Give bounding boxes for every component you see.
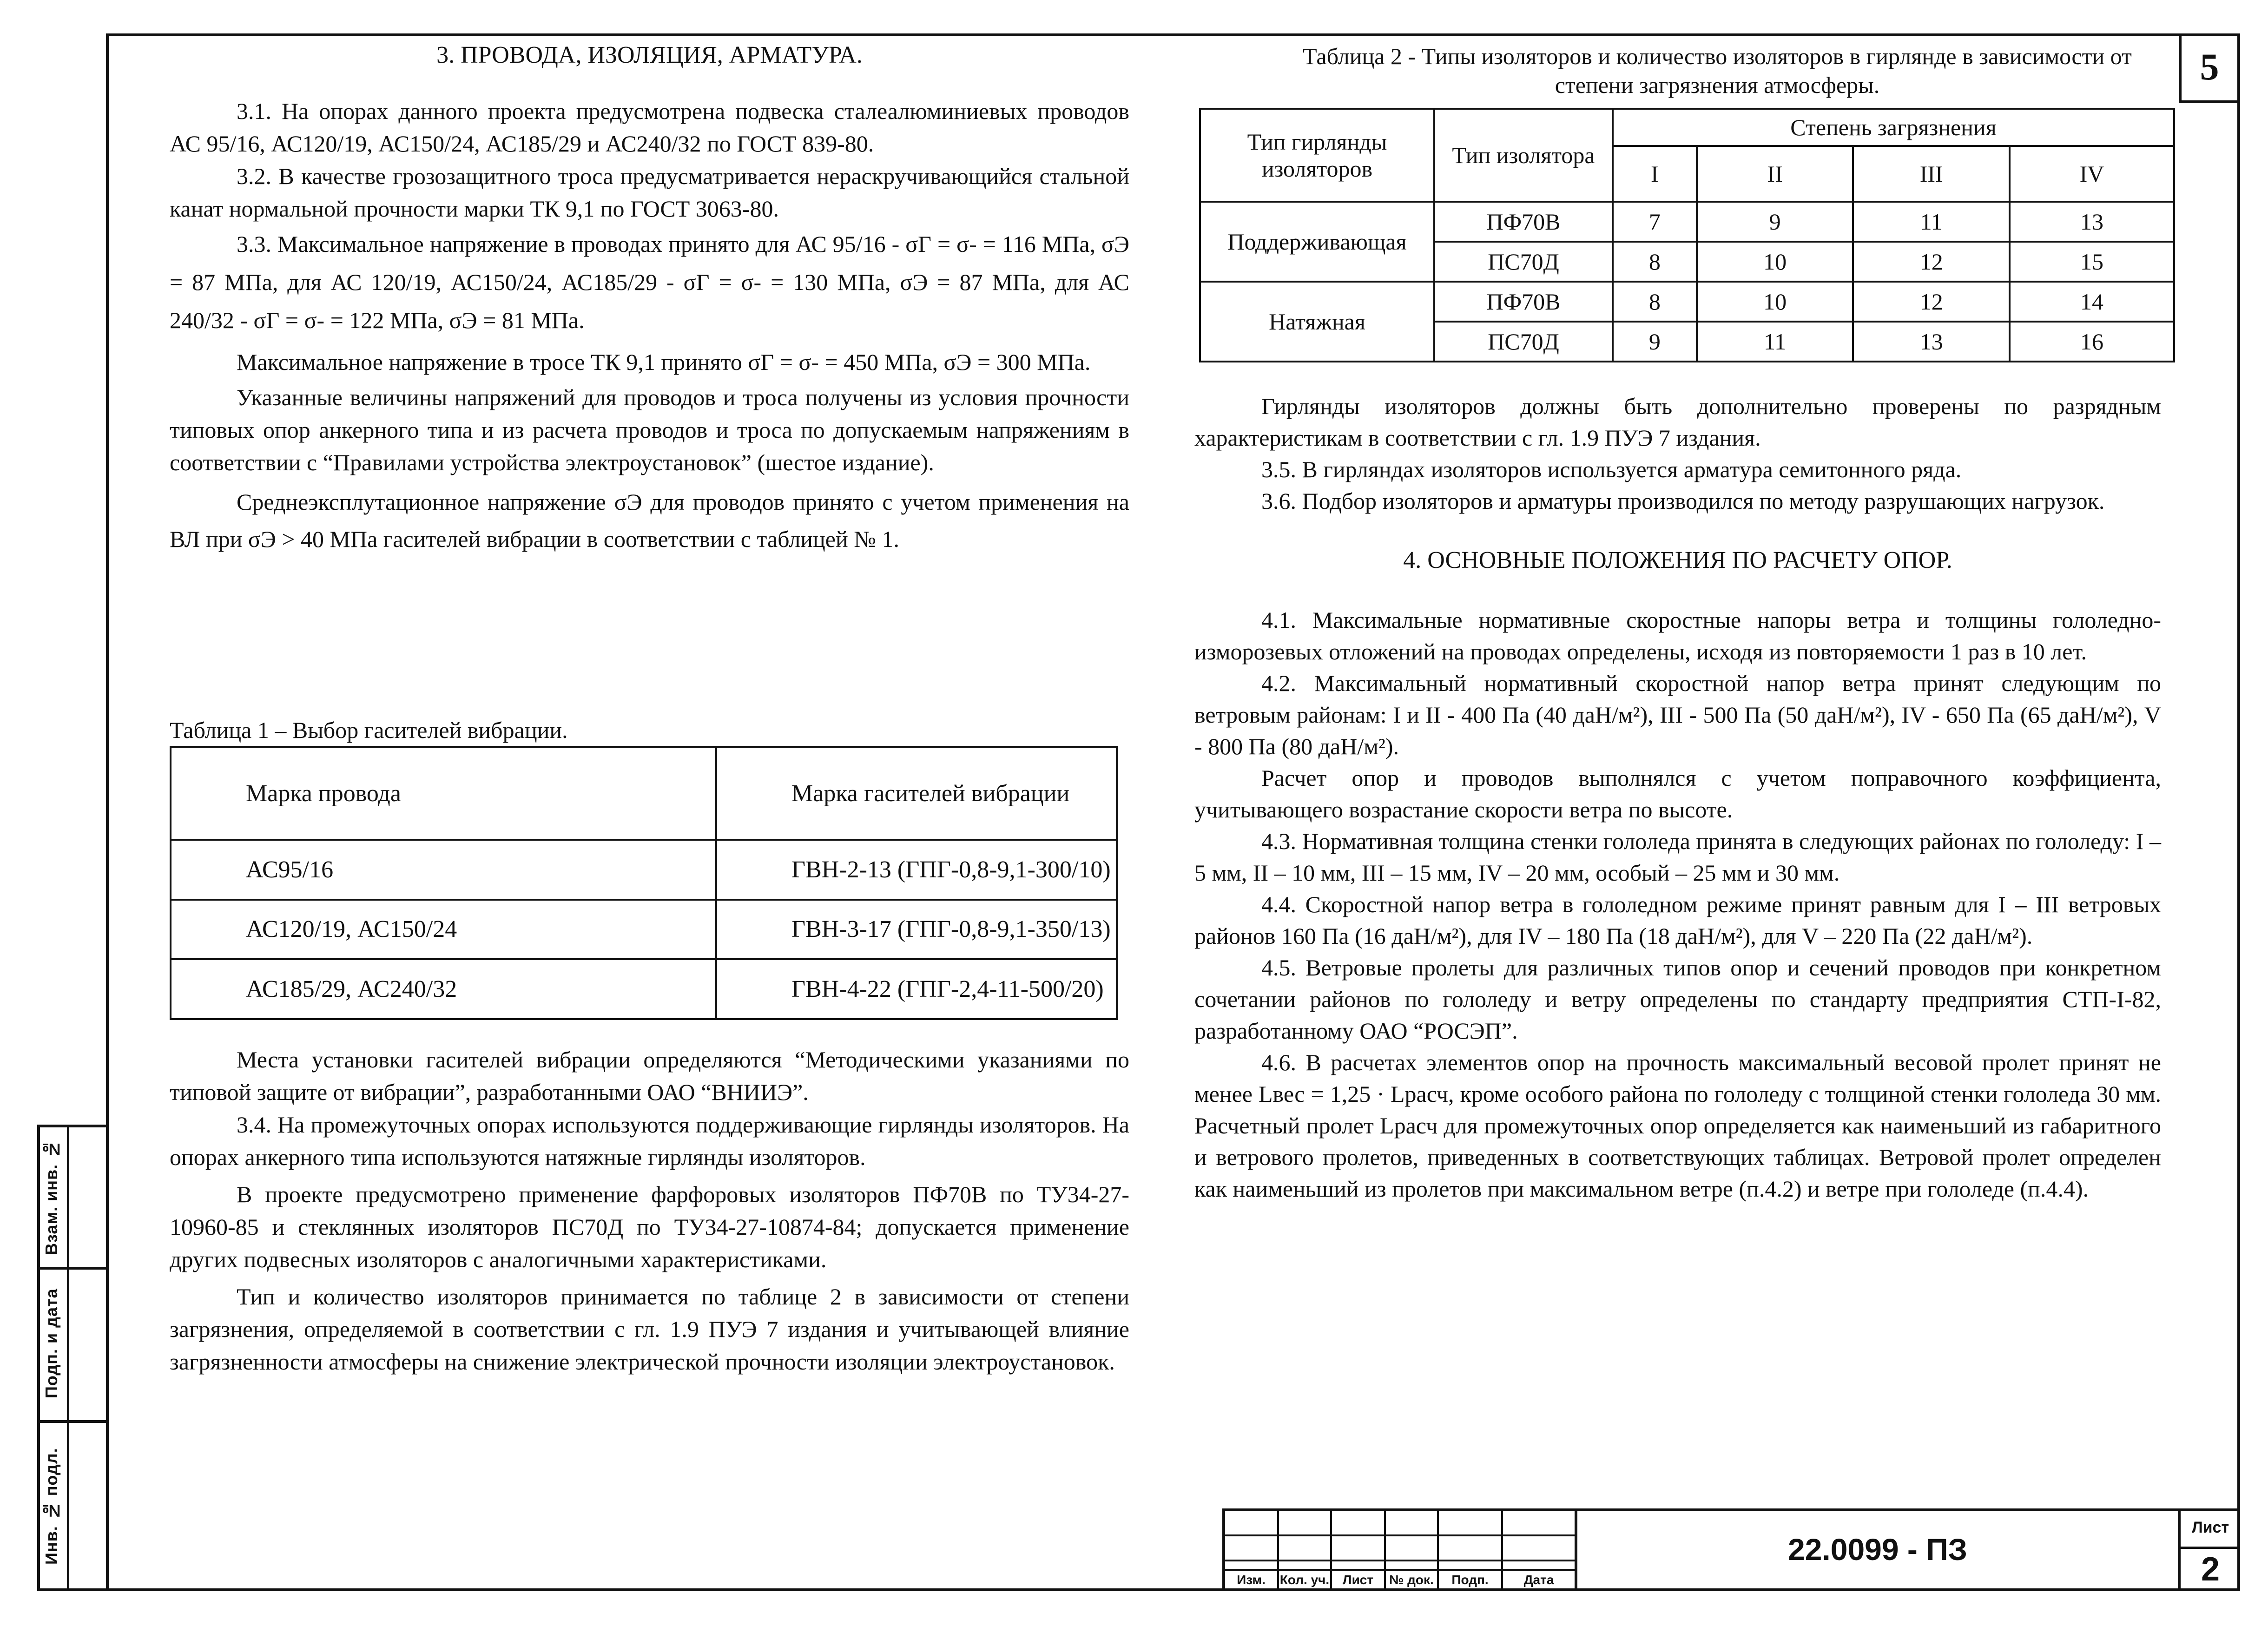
table-1 xyxy=(170,746,1118,1020)
table2-header-insulator: Тип изолятора xyxy=(1434,109,1613,202)
table2-value-cell: 13 xyxy=(2010,202,2174,242)
table2-garland-cell: Поддерживающая xyxy=(1200,202,1434,282)
section-4-heading: 4. ОСНОВНЫЕ ПОЛОЖЕНИЯ ПО РАСЧЕТУ ОПОР. xyxy=(1403,547,1952,573)
tb-col-doc: № док. xyxy=(1389,1573,1434,1587)
table1-cell: ГВН-3-17 (ГПГ-0,8-9,1-350/13) xyxy=(716,900,1117,960)
table1-cell: АС120/19, АС150/24 xyxy=(171,900,716,960)
table2-header-garland: Тип гирлянды изоляторов xyxy=(1200,109,1434,202)
paragraph-4-6: 4.6. В расчетах элементов опор на прочность максимальный весовой пролет принят не менее Lвес = 1,25 · Lрасч, кроме особого района по гололеду с толщиной стенки гололеда 30 мм. Расчетный пролет Lрасч для промежуточных опор определяется как наименьший из габаритного и ветрового пролетов, приведенных в соответствующих таблицах. Ветровой пролет определен как наименьший из пролетов при максимальном ветре (п.4.2) и ветре при гололеде (п.4.4). xyxy=(1194,1049,2161,1202)
stamp-vzam-inv: Взам. инв. № xyxy=(42,1139,61,1255)
paragraph-4-4: 4.4. Скоростной напор ветра в гололедном режиме принят равным для I – III ветровых районов 160 Па (16 даН/м²), для IV – 180 Па (18 даН/м²), для V – 220 Па (22 даН/м²). xyxy=(1194,891,2161,949)
table2-value-cell: 10 xyxy=(1697,242,1853,282)
table2-value-cell: 8 xyxy=(1613,282,1697,322)
left-column-lower xyxy=(170,1043,1129,1378)
table2-value-cell: 8 xyxy=(1613,242,1697,282)
table2-garland-cell: Натяжная xyxy=(1200,282,1434,362)
paragraph-girlyandy: Гирлянды изоляторов должны быть дополнительно проверены по разрядным характеристикам в соответствии с гл. 1.9 ПУЭ 7 издания. xyxy=(1194,393,2161,451)
paragraph-4-3: 4.3. Нормативная толщина стенки гололеда принята в следующих районах по гололеду: I – 5 мм, II – 10 мм, III – 15 мм, IV – 20 мм, особый – 25 мм и 30 мм. xyxy=(1194,828,2161,886)
table2-value-cell: 7 xyxy=(1613,202,1697,242)
table2-value-cell: 12 xyxy=(1853,282,2010,322)
stamp-podp-data: Подп. и дата xyxy=(42,1288,61,1399)
table2-caption: Таблица 2 - Типы изоляторов и количество изоляторов в гирлянде в зависимости от степени загрязнения атмосферы. xyxy=(1303,43,2132,98)
stamp-inv-podl: Инв. № подл. xyxy=(42,1448,61,1565)
table2-value-cell: 9 xyxy=(1613,322,1697,362)
paragraph-tros: Максимальное напряжение в тросе ТК 9,1 принято σГ = σ- = 450 МПа, σЭ = 300 МПа. xyxy=(237,349,1091,375)
paragraph-3-3: 3.3. Максимальное напряжение в проводах принято для АС 95/16 - σГ = σ- = 116 МПа, σЭ = 87 МПа, для АС 120/19, АС150/24, АС185/29 - σГ = σ- = 130 МПа, σЭ = 87 МПа, для АС 240/32 - σГ = σ- = 122 МПа, σЭ = 81 МПа. xyxy=(170,231,1129,333)
paragraph-3-6: 3.6. Подбор изоляторов и арматуры производился по методу разрушающих нагрузок. xyxy=(1261,488,2105,514)
right-column xyxy=(1194,390,2161,1205)
tb-col-kol: Кол. уч. xyxy=(1279,1573,1330,1587)
section-3-heading: 3. ПРОВОДА, ИЗОЛЯЦИЯ, АРМАТУРА. xyxy=(436,42,863,68)
tb-col-list: Лист xyxy=(1342,1573,1374,1587)
paragraph-4-5: 4.5. Ветровые пролеты для различных типов опор и сечений проводов при конкретном сочетании районов по гололеду и ветру определены по стандарту предприятия СТП-I-82, разработанному ОАО “РОСЭП”. xyxy=(1194,955,2161,1044)
paragraph-ukazannye: Указанные величины напряжений для проводов и троса получены из условия прочности типовых опор анкерного типа и из расчета проводов и троса по допускаемым напряжениям в соответствии с “Правилами устройства электроустановок” (шестое издание). xyxy=(170,384,1129,475)
title-block xyxy=(1222,1508,2240,1591)
table1-cell: ГВН-4-22 (ГПГ-2,4-11-500/20) xyxy=(716,959,1117,1019)
table1-cell: АС95/16 xyxy=(171,840,716,900)
paragraph-3-4: 3.4. На промежуточных опорах используются поддерживающие гирлянды изоляторов. На опорах анкерного типа используются натяжные гирлянды изоляторов. xyxy=(170,1112,1129,1170)
table1-caption: Таблица 1 – Выбор гасителей вибрации. xyxy=(170,717,568,743)
sheet-corner-number: 5 xyxy=(2179,33,2240,103)
table2-type-cell: ПС70Д xyxy=(1434,322,1613,362)
paragraph-4-2: 4.2. Максимальный нормативный скоростной напор ветра принят следующим по ветровым районам: I и II - 400 Па (40 даН/м²), III - 500 Па (50 даН/м²), IV - 650 Па (65 даН/м²), V - 800 Па (80 даН/м²). xyxy=(1194,670,2161,759)
table2-degree-cell: II xyxy=(1697,146,1853,202)
table-2 xyxy=(1199,108,2175,362)
table2-value-cell: 14 xyxy=(2010,282,2174,322)
table1-cell: АС185/29, АС240/32 xyxy=(171,959,716,1019)
sheet-label: Лист xyxy=(2191,1519,2229,1536)
paragraph-tip: Тип и количество изоляторов принимается по таблице 2 в зависимости от степени загрязнения, определяемой в соответствии с гл. 1.9 ПУЭ 7 издания и учитывающей влияние загрязненности атмосферы на снижение электрической прочности изоляции электроустановок. xyxy=(170,1284,1129,1375)
table2-degree-cell: IV xyxy=(2010,146,2174,202)
table2-header-degree: Степень загрязнения xyxy=(1613,109,2174,146)
tb-col-date: Дата xyxy=(1523,1573,1554,1587)
table2-value-cell: 9 xyxy=(1697,202,1853,242)
table2-type-cell: ПФ70В xyxy=(1434,202,1613,242)
table2-value-cell: 11 xyxy=(1853,202,2010,242)
table2-type-cell: ПФ70В xyxy=(1434,282,1613,322)
left-column xyxy=(170,39,1129,558)
paragraph-3-2: 3.2. В качестве грозозащитного троса предусматривается нераскручивающийся стальной канат нормальной прочности марки ТК 9,1 по ГОСТ 3063-80. xyxy=(170,163,1129,222)
paragraph-4-1: 4.1. Максимальные нормативные скоростные напоры ветра и толщины гололедно-изморозевых отложений на проводах определены, исходя из повторяемости 1 раз в 10 лет. xyxy=(1194,607,2161,665)
table1-header-cell: Марка гасителей вибрации xyxy=(716,747,1117,840)
paragraph-3-5: 3.5. В гирляндах изоляторов используется арматура семитонного ряда. xyxy=(1261,456,1962,482)
paragraph-3-1: 3.1. На опорах данного проекта предусмотрена подвеска сталеалюминиевых проводов АС 95/16, АС120/19, АС150/24, АС185/29 и АС240/32 по ГОСТ 839-80. xyxy=(170,98,1129,157)
sheet-number: 2 xyxy=(2201,1551,2220,1588)
paragraph-proekt: В проекте предусмотрено применение фарфоровых изоляторов ПФ70В по ТУ34-27-10960-85 и стеклянных изоляторов ПС70Д по ТУ34-27-10874-84; допускается применение других подвесных изоляторов с аналогичными характеристиками. xyxy=(170,1181,1129,1272)
left-stamp xyxy=(37,1125,106,1591)
table1-cell: ГВН-2-13 (ГПГ-0,8-9,1-300/10) xyxy=(716,840,1117,900)
paragraph-mesta: Места установки гасителей вибрации определяются “Методическими указаниями по типовой защите от вибрации”, разработанными ОАО “ВНИИЭ”. xyxy=(170,1047,1129,1105)
tb-col-izm: Изм. xyxy=(1237,1573,1266,1587)
tb-col-podp: Подп. xyxy=(1451,1573,1489,1587)
table1-header-cell: Марка провода xyxy=(171,747,716,840)
table2-value-cell: 12 xyxy=(1853,242,2010,282)
table2-value-cell: 10 xyxy=(1697,282,1853,322)
table2-value-cell: 15 xyxy=(2010,242,2174,282)
table2-value-cell: 16 xyxy=(2010,322,2174,362)
table2-degree-cell: I xyxy=(1613,146,1697,202)
table2-value-cell: 13 xyxy=(1853,322,2010,362)
table2-value-cell: 11 xyxy=(1697,322,1853,362)
table2-type-cell: ПС70Д xyxy=(1434,242,1613,282)
document-code: 22.0099 - ПЗ xyxy=(1787,1532,1967,1567)
table2-degree-cell: III xyxy=(1853,146,2010,202)
paragraph-sredneekspl: Среднеэксплутационное напряжение σЭ для проводов принято с учетом применения на ВЛ при σЭ > 40 МПа гасителей вибрации в соответствии с таблицей № 1. xyxy=(170,489,1129,552)
paragraph-raschet: Расчет опор и проводов выполнялся с учетом поправочного коэффициента, учитывающего возрастание скорости ветра по высоте. xyxy=(1194,765,2161,823)
